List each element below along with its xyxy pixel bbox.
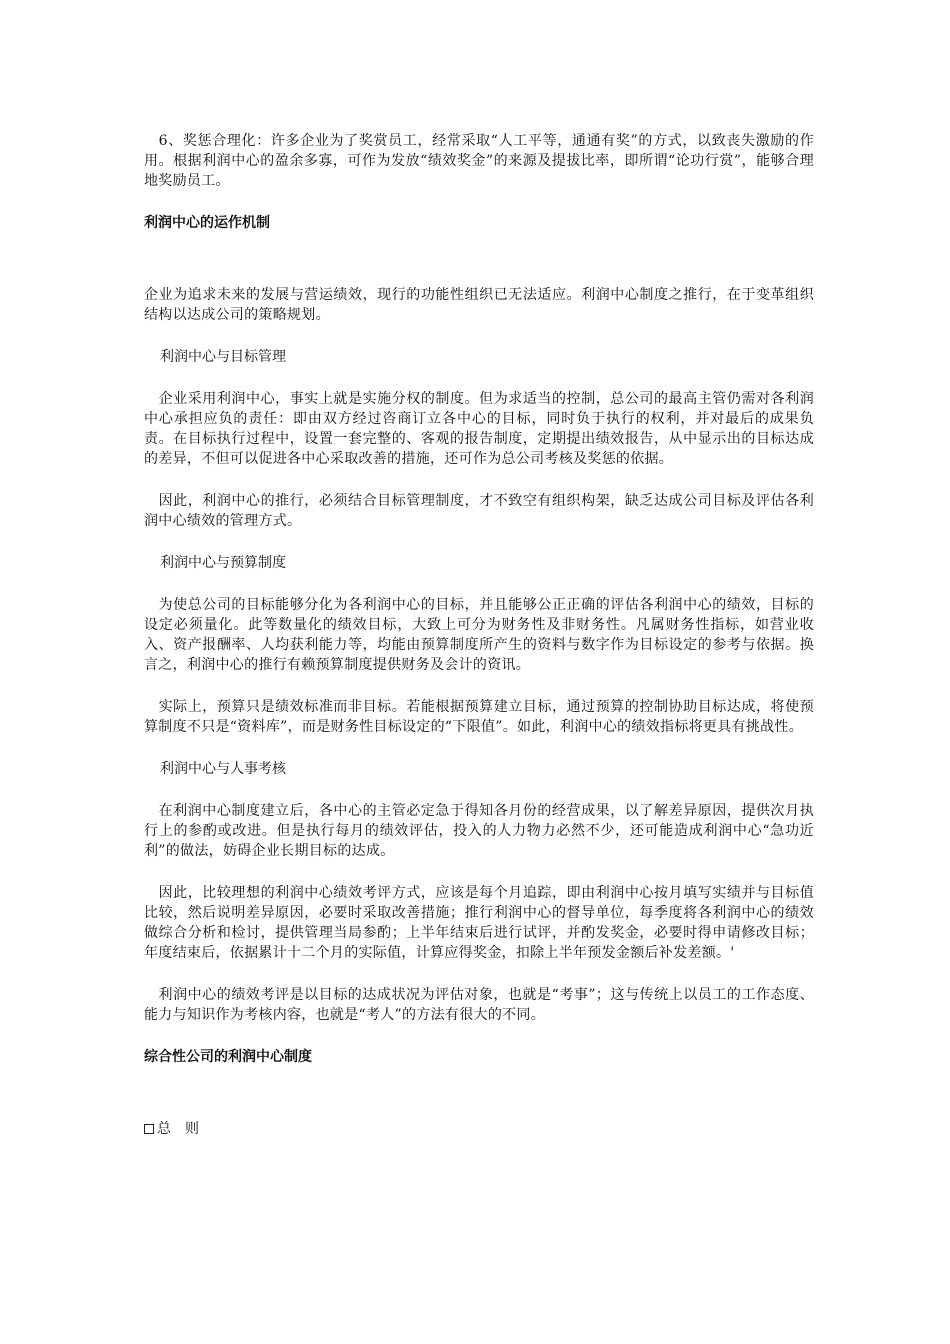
paragraph-evaluate-matters: 利润中心的绩效考评是以目标的达成状况为评估对象，也就是“考事”；这与传统上以员工的工作态度、能力与知识作为考核内容，也就是“考人”的方法有很大的不同。 (144, 987, 814, 1023)
checkbox-icon (144, 1124, 154, 1134)
subheading-budget-system: 利润中心与预算制度 (160, 555, 286, 571)
list-item-label: 总 则 (157, 1121, 199, 1137)
paragraph-monthly-results: 在利润中心制度建立后，各中心的主管必定急于得知各月份的经营成果，以了解差异原因，提供次月执行上的参酌或改进。但是执行每月的绩效评估，投入的人力物力必然不少，还可能造成利润中心“急功近利”的做法，妨碍企业长期目标的达成。 (144, 803, 814, 859)
section-heading-comprehensive-company: 综合性公司的利润中心制度 (144, 1049, 312, 1065)
list-item-general-rules (144, 1119, 814, 1139)
section-heading-operating-mechanism: 利润中心的运作机制 (144, 215, 270, 231)
paragraph-reward-rationalization: 6、奖惩合理化：许多企业为了奖赏员工，经常采取“人工平等，通通有奖”的方式，以致丧失激励的作用。根据利润中心的盈余多寡，可作为发放“绩效奖金”的来源及提拔比率，即所谓“论功行赏”，能够合理地奖励员工。 (144, 133, 814, 189)
paragraph-budget-standard: 实际上，预算只是绩效标准而非目标。若能根据预算建立目标，通过预算的控制协助目标达成，将使预算制度不只是“资料库”，而是财务性目标设定的“下限值”。如此，利润中心的绩效指标将更具有挑战性。 (144, 699, 814, 735)
paragraph-quantified-targets: 为使总公司的目标能够分化为各利润中心的目标，并且能够公正正确的评估各利润中心的绩效，目标的设定必须量化。此等数量化的绩效目标，大致上可分为财务性及非财务性。凡属财务性指标，如营业收入、资产报酬率、人均获利能力等，均能由预算制度所产生的资料与数字作为目标设定的参考与依据。换言之，利润中心的推行有赖预算制度提供财务及会计的资讯。 (144, 597, 814, 673)
paragraph-ideal-appraisal: 因此，比较理想的利润中心绩效考评方式，应该是每个月追踪，即由利润中心按月填写实绩并与目标值比较，然后说明差异原因，必要时采取改善措施；推行利润中心的督导单位，每季度将各利润中心的绩效做综合分析和检讨，提供管理当局参酌；上半年结束后进行试评，并酌发奖金，必要时得申请修改目标；年度结束后，依据累计十二个月的实际值，计算应得奖金，扣除上半年预发金额后补发差额。' (144, 885, 814, 961)
document-page (144, 131, 814, 1139)
paragraph-combine-target-management: 因此，利润中心的推行，必须结合目标管理制度，才不致空有组织构架，缺乏达成公司目标及评估各利润中心绩效的管理方式。 (144, 493, 814, 529)
subheading-personnel-appraisal: 利润中心与人事考核 (160, 761, 286, 777)
subheading-target-management: 利润中心与目标管理 (160, 349, 286, 365)
paragraph-intro: 企业为追求未来的发展与营运绩效，现行的功能性组织已无法适应。利润中心制度之推行，在于变革组织结构以达成公司的策略规划。 (144, 287, 814, 323)
paragraph-decentralization: 企业采用利润中心，事实上就是实施分权的制度。但为求适当的控制，总公司的最高主管仍需对各利润中心承担应负的责任：即由双方经过咨商订立各中心的目标，同时负于执行的权利，并对最后的成果负责。在目标执行过程中，设置一套完整的、客观的报告制度，定期提出绩效报告，从中显示出的目标达成的差异，不但可以促进各中心采取改善的措施，还可作为总公司考核及奖惩的依据。 (144, 391, 814, 467)
